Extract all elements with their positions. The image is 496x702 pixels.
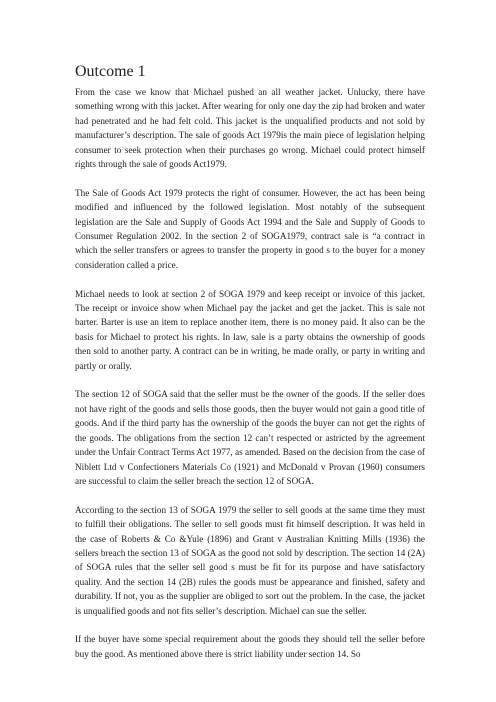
paragraph-section-13-14: According to the section 13 of SOGA 1979 the seller to sell goods at the same time they must to fulfill their obligations. The seller to sell goods must fit himself description. It was held in the case of Roberts & Co &Yule (1896) and Grant v Australian Knitting Mills (1936) the sellers breach the section 13 of SOGA as the good not sold by description. The section 14 (2A) of SOGA rules that the seller sell good s must be fit for its purpose and have satisfactory quality. And the section 14 (2B) rules the goods must be appearance and finished, safety and durability. If not, you as the supplier are obliged to sort out the problem. In the case, the jacket is unqualified goods and not fits seller’s description. Michael can sue the seller.: [75, 504, 425, 616]
paragraph-section-12: The section 12 of SOGA said that the seller must be the owner of the goods. If the seller does not have right of the goods and sells those goods, then the buyer would not gain a good title of goods. And if the third party has the ownership of the goods the buyer can not get the rights of the goods. The obligations from the section 12 can’t respected or astricted by the agreement under the Unfair Contract Terms Act 1977, as amended. Based on the decision from the case of Niblett Ltd v Confectioners Materials Co (1921) and McDonald v Provan (1960) consumers are successful to claim the seller breach the section 12 of SOGA.: [75, 389, 425, 486]
paragraph-section-2: Michael needs to look at section 2 of SOGA 1979 and keep receipt or invoice of this jacket. The receipt or invoice show when Michael pay the jacket and get the jacket. This is sale not barter. Barter is use an item to replace another item, there is no money paid. It also can be the basis for Michael to protect his rights. In law, sale is a party obtains the ownership of goods then sold to another party. A contract can be in writing, be made orally, or party in writing and partly or orally.: [75, 288, 425, 371]
document-page: [75, 62, 425, 676]
paragraph-soga-definition: The Sale of Goods Act 1979 protects the right of consumer. However, the act has been being modified and influenced by the followed legislation. Most notably of the subsequent legislation are the Sale and Supply of Goods Act 1994 and the Sale and Supply of Goods to Consumer Regulation 2002. In the section 2 of SOGA1979, contract sale is “a contract in which the seller transfers or agrees to transfer the property in good s to the buyer for a money consideration called a price.: [75, 187, 425, 270]
paragraph-intro: From the case we know that Michael pushed an all weather jacket. Unlucky, there have something wrong with this jacket. After wearing for only one day the zip had broken and water had penetrated and he had felt cold. This jacket is the unqualified products and not sold by manufacturer’s description. The sale of goods Act 1979is the main piece of legislation helping consumer to seek protection when their purchases go wrong. Michael could protect himself rights through the sale of goods Act1979.: [75, 87, 425, 170]
section-heading: Outcome 1: [75, 63, 146, 80]
paragraph-special-requirement: If the buyer have some special requirement about the goods they should tell the seller before buy the good. As mentioned above there is strict liability under section 14. So: [75, 634, 425, 659]
